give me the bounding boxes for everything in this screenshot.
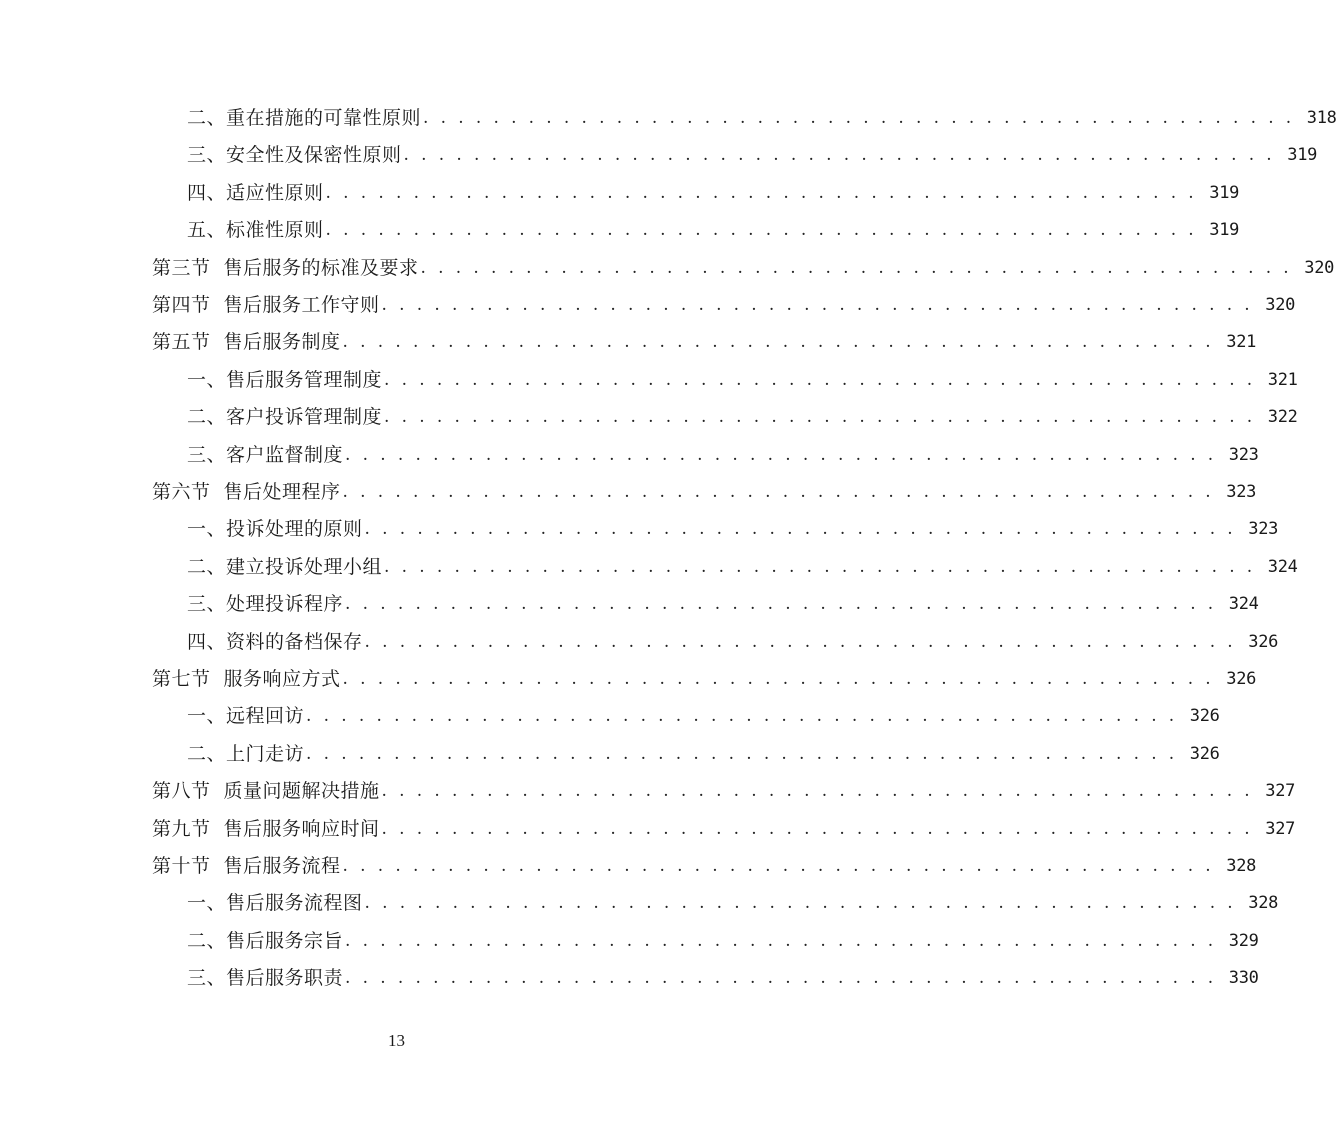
toc-entry-page: 328 — [1226, 856, 1257, 876]
toc-entry-page: 323 — [1228, 444, 1259, 465]
toc-entry-label — [187, 511, 363, 548]
toc-entry-title: 标准性原则 — [226, 219, 324, 242]
toc-entry-label — [187, 586, 343, 623]
toc-entry-number: 第五节 — [152, 331, 211, 354]
toc-dot-leader: . . . . . . . . . . . . . . . . . . . . . . . . . . . . . . . . . . . . . . . . . . . . . . . . . . — [423, 108, 1295, 128]
toc-dot-leader: . . . . . . . . . . . . . . . . . . . . . . . . . . . . . . . . . . . . . . . . . . . . . . . . . . — [384, 407, 1256, 428]
toc-entry-page: 321 — [1267, 369, 1298, 390]
toc-dot-leader: . . . . . . . . . . . . . . . . . . . . . . . . . . . . . . . . . . . . . . . . . . . . . . . . . . — [342, 332, 1215, 353]
toc-dot-leader: . . . . . . . . . . . . . . . . . . . . . . . . . . . . . . . . . . . . . . . . . . . . . . . . . . — [345, 444, 1217, 465]
toc-dot-leader: . . . . . . . . . . . . . . . . . . . . . . . . . . . . . . . . . . . . . . . . . . . . . . . . . . — [381, 781, 1254, 802]
toc-entry-title: 资料的备档保存 — [226, 630, 363, 653]
toc-entry-label — [187, 549, 382, 586]
toc-entry-title: 售后服务响应时间 — [223, 817, 380, 840]
toc-entry-number: 第十节 — [152, 855, 211, 877]
toc-entry-label — [152, 661, 341, 698]
toc-dot-leader: . . . . . . . . . . . . . . . . . . . . . . . . . . . . . . . . . . . . . . . . . . . . . . . . . . — [306, 743, 1178, 764]
toc-subsection-entry[interactable] — [187, 960, 1259, 997]
toc-entry-label — [187, 362, 382, 399]
toc-dot-leader: . . . . . . . . . . . . . . . . . . . . . . . . . . . . . . . . . . . . . . . . . . . . . . . . . . — [381, 818, 1254, 839]
toc-entry-label — [187, 437, 343, 474]
toc-entry-page: 323 — [1248, 519, 1279, 540]
toc-entry-number: 一、 — [187, 518, 227, 541]
toc-entry-title: 售后服务流程 — [223, 855, 341, 877]
toc-entry-number: 二、 — [187, 742, 227, 765]
toc-entry-title: 服务响应方式 — [223, 668, 341, 690]
toc-entry-number: 第九节 — [152, 817, 211, 840]
toc-dot-leader: . . . . . . . . . . . . . . . . . . . . . . . . . . . . . . . . . . . . . . . . . . . . . . . . . . — [345, 930, 1217, 951]
toc-dot-leader: . . . . . . . . . . . . . . . . . . . . . . . . . . . . . . . . . . . . . . . . . . . . . . . . . . — [384, 369, 1256, 390]
toc-subsection-entry[interactable] — [187, 100, 1337, 137]
toc-entry-label — [152, 848, 341, 885]
toc-entry-page: 321 — [1226, 332, 1257, 353]
toc-entry-number: 二、 — [187, 929, 227, 952]
toc-entry-page: 323 — [1226, 482, 1257, 502]
toc-dot-leader: . . . . . . . . . . . . . . . . . . . . . . . . . . . . . . . . . . . . . . . . . . . . . . . . . . — [364, 519, 1237, 540]
toc-entry-number: 五、 — [187, 219, 227, 242]
toc-section-entry[interactable] — [152, 474, 1257, 511]
toc-dot-leader: . . . . . . . . . . . . . . . . . . . . . . . . . . . . . . . . . . . . . . . . . . . . . . . . . . — [364, 631, 1237, 652]
toc-subsection-entry[interactable] — [187, 624, 1279, 661]
toc-dot-leader: . . . . . . . . . . . . . . . . . . . . . . . . . . . . . . . . . . . . . . . . . . . . . . . . . . — [325, 182, 1198, 203]
toc-entry-page: 326 — [1248, 631, 1279, 652]
toc-entry-title: 售后服务流程图 — [226, 892, 363, 915]
toc-entry-title: 客户监督制度 — [226, 443, 344, 466]
toc-subsection-entry[interactable] — [187, 549, 1298, 586]
toc-section-entry[interactable] — [152, 324, 1257, 361]
toc-entry-title: 售后服务的标准及要求 — [223, 256, 419, 279]
toc-entry-label — [187, 960, 343, 997]
toc-entry-page: 326 — [1226, 669, 1257, 689]
toc-subsection-entry[interactable] — [187, 511, 1279, 548]
toc-entry-number: 二、 — [187, 555, 227, 578]
toc-entry-page: 320 — [1304, 257, 1335, 278]
toc-entry-number: 第八节 — [152, 780, 211, 803]
toc-entry-page: 327 — [1265, 781, 1296, 802]
toc-entry-label — [187, 698, 304, 735]
toc-entry-title: 远程回访 — [226, 705, 305, 728]
toc-entry-label — [152, 811, 380, 848]
toc-entry-number: 二、 — [187, 406, 227, 429]
toc-subsection-entry[interactable] — [187, 885, 1279, 922]
toc-entry-title: 安全性及保密性原则 — [226, 144, 402, 167]
toc-entry-label — [187, 212, 324, 249]
toc-entry-page: 318 — [1306, 108, 1337, 128]
toc-subsection-entry[interactable] — [187, 212, 1240, 249]
toc-entry-number: 第七节 — [152, 668, 211, 690]
toc-subsection-entry[interactable] — [187, 362, 1298, 399]
toc-entry-page: 322 — [1267, 407, 1298, 428]
toc-entry-title: 上门走访 — [226, 742, 305, 765]
toc-entry-title: 售后服务宗旨 — [226, 929, 344, 952]
toc-entry-label — [187, 736, 304, 773]
toc-dot-leader: . . . . . . . . . . . . . . . . . . . . . . . . . . . . . . . . . . . . . . . . . . . . . . . . . . — [381, 295, 1254, 315]
toc-entry-page: 319 — [1209, 220, 1240, 241]
toc-section-entry[interactable] — [152, 661, 1257, 698]
toc-entry-page: 319 — [1287, 145, 1318, 166]
toc-section-entry[interactable] — [152, 287, 1296, 324]
toc-subsection-entry[interactable] — [187, 437, 1259, 474]
toc-section-entry[interactable] — [152, 848, 1257, 885]
toc-entry-number: 三、 — [187, 443, 227, 466]
toc-entry-label — [152, 474, 341, 511]
toc-dot-leader: . . . . . . . . . . . . . . . . . . . . . . . . . . . . . . . . . . . . . . . . . . . . . . . . . . — [342, 669, 1215, 689]
toc-dot-leader: . . . . . . . . . . . . . . . . . . . . . . . . . . . . . . . . . . . . . . . . . . . . . . . . . . — [420, 257, 1293, 278]
toc-entry-number: 四、 — [187, 630, 227, 653]
toc-entry-number: 第六节 — [152, 481, 211, 503]
toc-entry-label — [187, 923, 343, 960]
toc-entry-label — [152, 287, 380, 324]
toc-subsection-entry[interactable] — [187, 736, 1220, 773]
toc-dot-leader: . . . . . . . . . . . . . . . . . . . . . . . . . . . . . . . . . . . . . . . . . . . . . . . . . . — [342, 482, 1215, 502]
toc-subsection-entry[interactable] — [187, 586, 1259, 623]
toc-dot-leader: . . . . . . . . . . . . . . . . . . . . . . . . . . . . . . . . . . . . . . . . . . . . . . . . . . — [306, 706, 1178, 727]
toc-entry-page: 326 — [1189, 706, 1220, 727]
toc-entry-number: 第四节 — [152, 294, 211, 316]
toc-entry-label — [152, 773, 380, 810]
toc-entry-title: 售后服务制度 — [223, 331, 341, 354]
toc-entry-number: 一、 — [187, 892, 227, 915]
toc-entry-title: 适应性原则 — [226, 181, 324, 204]
toc-dot-leader: . . . . . . . . . . . . . . . . . . . . . . . . . . . . . . . . . . . . . . . . . . . . . . . . . . — [384, 556, 1256, 577]
toc-subsection-entry[interactable] — [187, 137, 1318, 174]
toc-entry-page: 328 — [1248, 893, 1279, 914]
toc-entry-label — [152, 250, 419, 287]
toc-subsection-entry[interactable] — [187, 923, 1259, 960]
toc-entry-page: 324 — [1267, 556, 1298, 577]
toc-entry-title: 建立投诉处理小组 — [226, 555, 383, 578]
toc-entry-page: 330 — [1228, 968, 1259, 989]
toc-subsection-entry[interactable] — [187, 399, 1298, 436]
toc-entry-title: 售后服务工作守则 — [223, 294, 380, 316]
toc-entry-number: 三、 — [187, 593, 227, 616]
toc-entry-page: 320 — [1265, 295, 1296, 315]
toc-entry-label — [152, 324, 341, 361]
toc-dot-leader: . . . . . . . . . . . . . . . . . . . . . . . . . . . . . . . . . . . . . . . . . . . . . . . . . . — [364, 893, 1237, 914]
toc-entry-title: 重在措施的可靠性原则 — [226, 107, 422, 129]
toc-entry-label — [187, 137, 402, 174]
toc-dot-leader: . . . . . . . . . . . . . . . . . . . . . . . . . . . . . . . . . . . . . . . . . . . . . . . . . . — [342, 856, 1215, 876]
toc-entry-number: 三、 — [187, 144, 227, 167]
toc-entry-page: 319 — [1209, 182, 1240, 203]
toc-entry-number: 三、 — [187, 967, 227, 990]
page-number: 13 — [388, 1031, 405, 1050]
toc-entry-label — [187, 175, 324, 212]
toc-entry-title: 售后服务管理制度 — [226, 368, 383, 391]
toc-entry-title: 处理投诉程序 — [226, 593, 344, 616]
toc-entry-label — [187, 100, 421, 137]
toc-entry-number: 四、 — [187, 181, 227, 204]
toc-dot-leader: . . . . . . . . . . . . . . . . . . . . . . . . . . . . . . . . . . . . . . . . . . . . . . . . . . — [345, 594, 1217, 615]
toc-entry-page: 326 — [1189, 743, 1220, 764]
toc-entry-title: 投诉处理的原则 — [226, 518, 363, 541]
toc-section-entry[interactable] — [152, 250, 1335, 287]
toc-section-entry[interactable] — [152, 773, 1296, 810]
toc-section-entry[interactable] — [152, 811, 1296, 848]
toc-dot-leader: . . . . . . . . . . . . . . . . . . . . . . . . . . . . . . . . . . . . . . . . . . . . . . . . . . — [325, 220, 1198, 241]
toc-subsection-entry[interactable] — [187, 698, 1220, 735]
toc-entry-number: 第三节 — [152, 256, 211, 279]
toc-entry-title: 质量问题解决措施 — [223, 780, 380, 803]
toc-entry-label — [187, 624, 363, 661]
toc-entry-number: 一、 — [187, 368, 227, 391]
toc-entry-page: 327 — [1265, 818, 1296, 839]
toc-entry-title: 售后服务职责 — [226, 967, 344, 990]
toc-entry-page: 329 — [1228, 930, 1259, 951]
toc-entry-title: 售后处理程序 — [223, 481, 341, 503]
toc-entry-label — [187, 885, 363, 922]
toc-dot-leader: . . . . . . . . . . . . . . . . . . . . . . . . . . . . . . . . . . . . . . . . . . . . . . . . . . — [403, 145, 1276, 166]
toc-entry-page: 324 — [1228, 594, 1259, 615]
toc-entry-number: 一、 — [187, 705, 227, 728]
toc-dot-leader: . . . . . . . . . . . . . . . . . . . . . . . . . . . . . . . . . . . . . . . . . . . . . . . . . . — [345, 968, 1217, 989]
toc-entry-label — [187, 399, 382, 436]
toc-entry-number: 二、 — [187, 107, 227, 129]
toc-entry-title: 客户投诉管理制度 — [226, 406, 383, 429]
toc-subsection-entry[interactable] — [187, 175, 1240, 212]
